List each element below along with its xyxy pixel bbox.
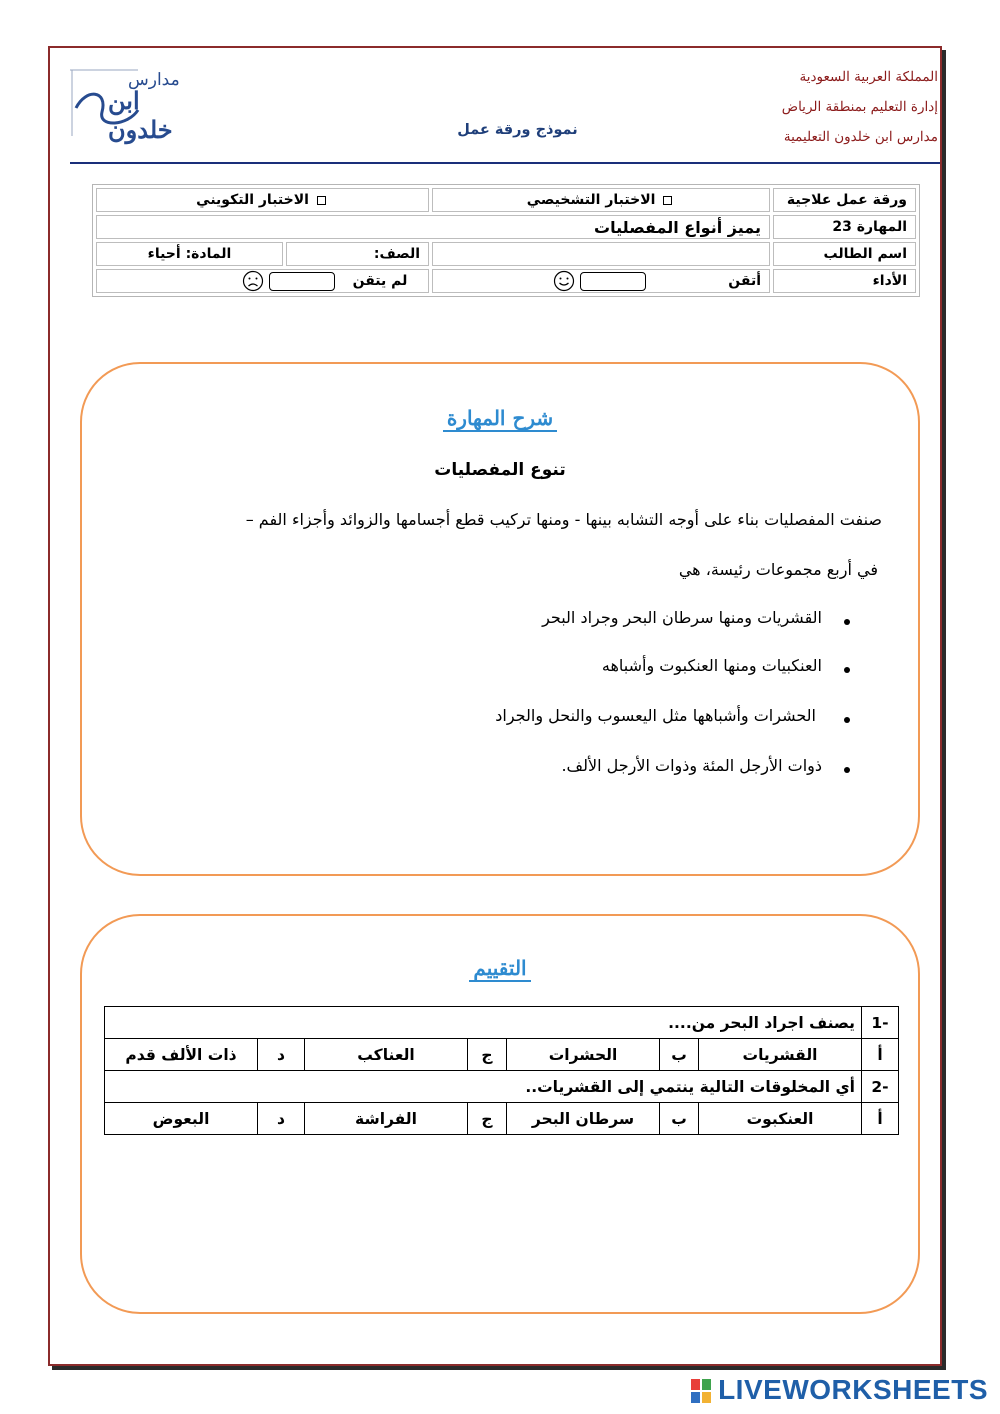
bullet-dot [844, 767, 850, 773]
question-row [105, 1071, 899, 1103]
sheet-type-cell: ورقة عمل علاجية [773, 188, 916, 212]
bullet-dot [844, 667, 850, 673]
explanation-title-text: شرح المهارة [443, 406, 557, 432]
formative-checkbox[interactable] [317, 196, 326, 205]
header-line-school: مدارس ابن خلدون التعليمية [783, 129, 938, 145]
school-logo [68, 68, 203, 144]
bullet-item-myriapods: ذوات الأرجل المئة وذوات الأرجل الألف. [561, 756, 822, 775]
form-title: نموذج ورقة عمل [457, 122, 578, 138]
logo-swoosh-icon [68, 68, 203, 138]
header-line-country: المملكة العربية السعودية [799, 69, 938, 85]
intro-line-1: صنفت المفصليات بناء على أوجه التشابه بينها - ومنها تركيب قطع أجسامها والزوائد وأجزاء الفم – [245, 510, 882, 529]
school-header [782, 62, 938, 152]
liveworksheets-logo-icon [690, 1378, 712, 1404]
header-line-directorate: إدارة التعليم بمنطقة الرياض [781, 99, 938, 115]
bullet-item-arachnids: العنكبيات ومنها العنكبوت وأشباهه [601, 656, 822, 675]
subject-label: المادة: أحياء [96, 242, 283, 266]
explanation-subtitle: تنوع المفصليات [434, 460, 566, 480]
not-mastered-label: لم يتقن [352, 273, 408, 289]
smiley-face-icon [553, 270, 575, 292]
answer-option[interactable]: البعوض [105, 1103, 258, 1135]
option-letter: ب [660, 1103, 699, 1135]
assessment-title [82, 956, 918, 980]
bullet-dot [844, 717, 850, 723]
answer-option[interactable]: ذات الألف قدم [105, 1039, 258, 1071]
explanation-title [82, 406, 918, 430]
mastered-label: أتقن [728, 273, 761, 289]
skill-text-cell: يميز أنواع المفصليات [96, 215, 770, 239]
option-letter: د [258, 1103, 305, 1135]
answer-option[interactable]: القشريات [699, 1039, 862, 1071]
quiz-table [104, 1006, 899, 1135]
student-name-label: اسم الطالب [773, 242, 916, 266]
not-mastered-cell [96, 269, 429, 293]
performance-label: الأداء [773, 269, 916, 293]
options-row [105, 1103, 899, 1135]
question-number: -1 [862, 1007, 899, 1039]
question-text: يصنف اجراد البحر من.... [105, 1007, 862, 1039]
option-letter: أ [862, 1039, 899, 1071]
worksheet-info-table [92, 184, 920, 297]
sad-face-icon [242, 270, 264, 292]
answer-option[interactable]: الحشرات [507, 1039, 660, 1071]
formative-test-label: الاختبار التكويني [196, 192, 309, 208]
option-letter: أ [862, 1103, 899, 1135]
mastered-cell [432, 269, 770, 293]
option-letter: ب [660, 1039, 699, 1071]
class-label: الصف: [286, 242, 429, 266]
logo-top-text: مدارس [128, 70, 180, 90]
assessment-title-text: التقييم [469, 956, 530, 982]
answer-option[interactable]: سرطان البحر [507, 1103, 660, 1135]
question-text: أي المخلوقات التالية ينتمي إلى القشريات.. [105, 1071, 862, 1103]
mastered-box[interactable] [580, 272, 646, 291]
answer-option[interactable]: العنكبوت [699, 1103, 862, 1135]
bullet-item-crustaceans: القشريات ومنها سرطان البحر وجراد البحر [542, 608, 822, 627]
answer-option[interactable]: الفراشة [305, 1103, 468, 1135]
header-divider [70, 162, 940, 164]
bullet-dot [844, 619, 850, 625]
bullet-item-insects: الحشرات وأشباهها مثل اليعسوب والنحل والجراد [495, 706, 816, 725]
question-row [105, 1007, 899, 1039]
question-number: -2 [862, 1071, 899, 1103]
formative-test-option[interactable] [96, 188, 429, 212]
intro-line-2: في أربع مجموعات رئيسة، هي [678, 560, 878, 579]
diagnostic-test-option[interactable] [432, 188, 770, 212]
diagnostic-checkbox[interactable] [663, 196, 672, 205]
skill-explanation-card [80, 362, 920, 876]
options-row [105, 1039, 899, 1071]
student-name-field[interactable] [432, 242, 770, 266]
liveworksheets-brand: LIVEWORKSHEETS [718, 1374, 988, 1405]
option-letter: د [258, 1039, 305, 1071]
answer-option[interactable]: العناكب [305, 1039, 468, 1071]
option-letter: ج [468, 1103, 507, 1135]
skill-number-cell: المهارة 23 [773, 215, 916, 239]
option-letter: ج [468, 1039, 507, 1071]
diagnostic-test-label: الاختبار التشخيصي [526, 192, 656, 208]
logo-main-text: ابن خلدون [108, 86, 173, 144]
not-mastered-box[interactable] [269, 272, 335, 291]
